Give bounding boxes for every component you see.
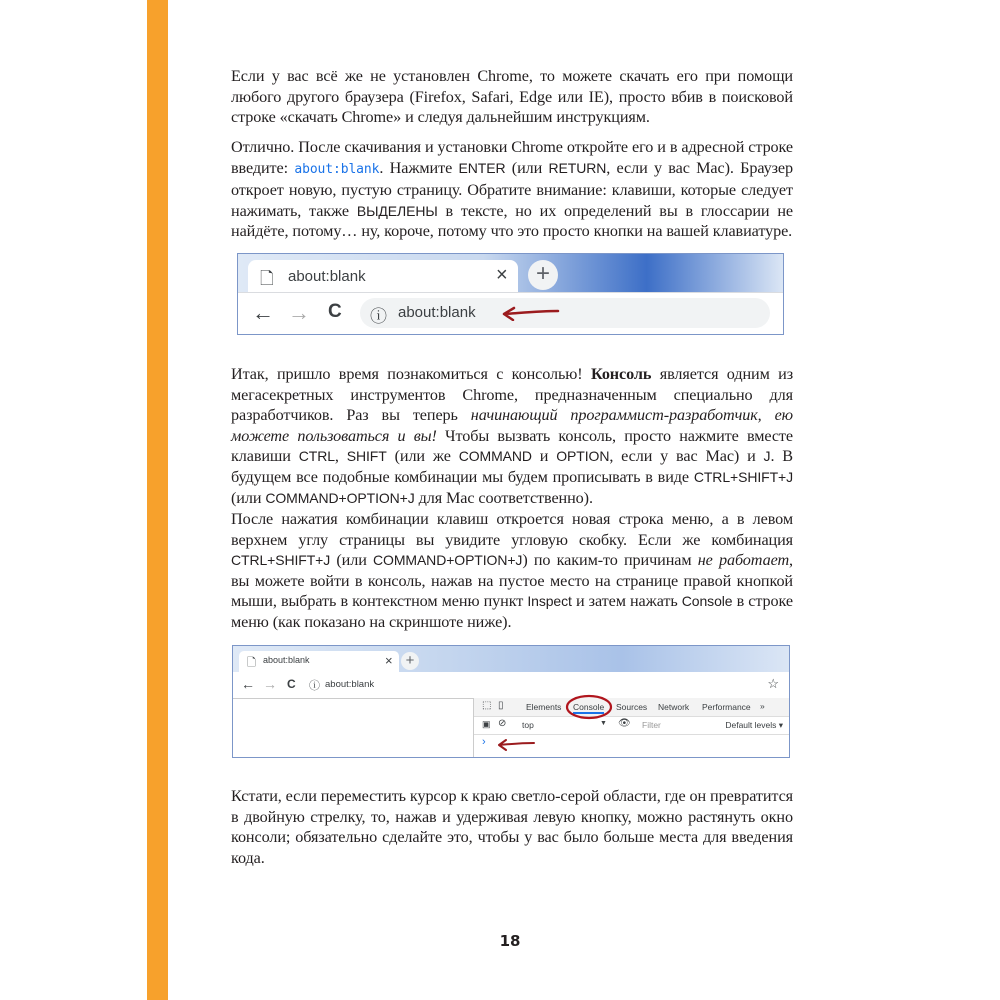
page-number: 18 [499, 932, 521, 950]
paragraph-2 [231, 137, 793, 242]
filter-input: Filter [642, 720, 661, 730]
tab-elements: Elements [526, 702, 562, 712]
inspect-element-icon: ⬚ [482, 700, 492, 711]
page-icon: 🗋 [247, 657, 256, 669]
star-icon: ☆ [767, 676, 779, 691]
key-highlighted: ВЫДЕЛЕНЫ [356, 202, 438, 219]
new-tab-icon: + [401, 652, 419, 670]
info-icon: ⓘ [370, 307, 387, 326]
text: . Нажмите [379, 158, 459, 177]
paragraph-5: Кстати, если переместить курсор к краю светло-серой области, где он превратится в двойную стрелку, то, нажав и удерживая левую кнопку, можно растянуть окно консоли; обязательно сделайте это, чтобы у вас было больше места для введения кода. [231, 787, 793, 867]
text: , если у вас Mac) и [609, 447, 764, 466]
italic-text: не работает [697, 551, 790, 570]
key-enter: ENTER [458, 159, 506, 176]
text: Итак, пришло время познакомиться с консолью! [231, 365, 591, 383]
key-combo-mac: COMMAND+OPTION+J [373, 552, 523, 569]
text: в строке меню (как показано на скриншоте ниже). [231, 592, 793, 631]
info-icon: ⓘ [309, 680, 320, 692]
inspect-term: Inspect [527, 593, 572, 610]
italic-text: начинающий программист-разработчик, ею можете пользоваться и вы! [231, 406, 793, 445]
page-icon: 🗋 [260, 269, 274, 288]
context-select: top [522, 720, 534, 730]
orange-margin-stripe [147, 0, 168, 1000]
devtools-tabs [474, 698, 789, 717]
url-text: about:blank [398, 304, 476, 321]
tab-sources: Sources [616, 702, 648, 712]
text: ) по каким-то причинам [522, 551, 698, 570]
paragraph-4 [231, 509, 793, 633]
tab-performance: Performance [702, 702, 751, 712]
text: Чтобы вызвать консоль, просто нажмите вместе клавиши [231, 426, 793, 466]
text: и [531, 447, 557, 466]
close-icon: × [496, 264, 508, 286]
reload-icon: C [328, 301, 342, 322]
tab-network: Network [658, 702, 690, 712]
text: является одним из мегасекретных инструментов Chrome, предназначенным специально для разработчиков. Раз вы теперь [231, 365, 793, 425]
eye-icon: 👁 [618, 718, 631, 729]
key-ctrl: CTRL [298, 448, 335, 465]
forward-icon: → [263, 676, 277, 692]
text: Отлично. После скачивания и установки Chrome откройте его и в адресной строке введите: [231, 138, 793, 177]
sidebar-toggle-icon: ▣ [482, 719, 491, 729]
text: (или же [386, 447, 459, 466]
back-icon: ← [252, 300, 274, 325]
red-arrow-annotation [500, 305, 560, 321]
address-bar-row [233, 673, 789, 699]
new-tab-icon: + [528, 260, 558, 290]
bold-term: Консоль [590, 365, 652, 383]
tab-bar [233, 646, 789, 672]
devtools-panel [473, 698, 789, 757]
key-return: RETURN [548, 159, 607, 176]
key-j: J [763, 448, 771, 465]
console-toolbar [474, 717, 789, 735]
text: и затем нажать [571, 592, 682, 611]
forward-icon: → [288, 300, 310, 325]
text: (или [330, 551, 374, 570]
key-combo: CTRL+SHIFT+J [693, 468, 793, 485]
code-about-blank: about:blank [294, 161, 380, 177]
text: (или [505, 158, 549, 177]
omnibox [360, 298, 770, 328]
text: (или [231, 488, 266, 507]
key-option: OPTION [556, 448, 610, 465]
url-text: about:blank [325, 679, 375, 690]
key-shift: SHIFT [346, 448, 387, 465]
text: , [334, 447, 347, 466]
tab-console: Console [573, 702, 605, 712]
tab-bar [238, 254, 783, 292]
tab-title: about:blank [263, 655, 310, 665]
tab-title: about:blank [288, 268, 366, 285]
text: После нажатия комбинации клавиш откроется новая строка меню, а в левом верхнем углу страницы вы увидите угловую скобку. Если же комбинация [231, 510, 793, 549]
text: . В будущем все подобные комбинации мы будем прописывать в виде [231, 447, 793, 486]
text: , если у вас Mac). Браузер откроет новую, пустую страницу. Обратите внимание: клавиши, которые следует нажимать, также [231, 158, 793, 220]
console-prompt: › [482, 736, 486, 748]
red-arrow-annotation [496, 738, 536, 752]
text: , вы можете войти в консоль, нажав на пустое место на странице правой кнопкой мыши, выбрать в контекстном меню пункт [231, 551, 793, 611]
device-toolbar-icon: ▯ [498, 700, 504, 711]
key-combo: CTRL+SHIFT+J [231, 552, 331, 569]
text: для Mac соответственно). [414, 488, 593, 507]
text: в тексте, но их определений вы в глоссарии не найдёте, потому… ну, короче, потому что это просто кнопки на вашей клавиатуре. [231, 201, 793, 241]
console-term: Console [681, 593, 733, 610]
browser-tab [248, 260, 518, 294]
more-tabs-icon: » [760, 701, 765, 711]
key-command: COMMAND [458, 448, 532, 465]
screenshot-about-blank [237, 253, 784, 335]
back-icon: ← [241, 676, 255, 692]
close-icon: × [385, 653, 393, 668]
clear-console-icon: ⊘ [498, 718, 507, 729]
address-bar-row [238, 292, 783, 334]
chevron-down-icon: ▼ [600, 720, 607, 727]
levels-select: Default levels ▾ [725, 720, 783, 730]
screenshot-devtools-console [232, 645, 790, 758]
paragraph-3 [231, 364, 793, 508]
key-combo-mac: COMMAND+OPTION+J [265, 489, 415, 506]
reload-icon: C [287, 677, 296, 691]
paragraph-1: Если у вас всё же не установлен Chrome, то можете скачать его при помощи любого другого браузера (Firefox, Safari, Edge или IE), просто вбив в поисковой строке «скачать Chrome» и следуя дальнейшим инструкциям. [231, 67, 793, 127]
browser-tab [239, 651, 399, 673]
